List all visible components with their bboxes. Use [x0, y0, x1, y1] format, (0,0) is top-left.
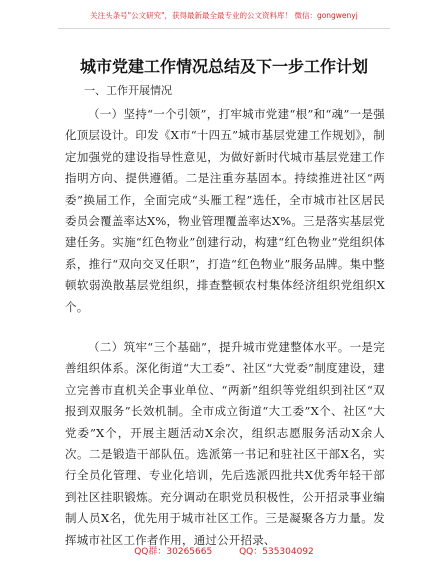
header-promo-note: 关注头条号"公文研究"，获得最新最全最专业的公文资料库！ 微信：gongwenyj [90, 11, 358, 20]
header-divider [58, 28, 390, 29]
footer-qq-group: QQ群：30265665 [134, 547, 213, 557]
paragraph-text: （二）筑牢“三个基础”，提升城市党建整体水平。一是完善组织体系。深化街道“大工委”、社区“大党委”制度建设，建立完善市直机关企事业单位、“两新”组织等党组织到社区“双报到双服务”长效机制。全市成立街道“大工委”X个、社区“大党委”X个，开展主题活动X余次，组织志愿服务活动X余人次。二是锻造干部队伍。选派第一书记和驻社区干部X名，实行全员化管理、专业化培训，先后选派四批共X优秀年轻干部到社区挂职锻炼。充分调动在职党员积极性，公开招录事业编制人员X名，优先用于城市社区工作。三是凝聚各方力量。发挥城市社区工作者作用，通过公开招录、 [65, 340, 385, 547]
paragraph-text: （一）坚持“一个引领”，打牢城市党建“根”和“魂”一是强化顶层设计。印发《X市“十四五”城市基层党建工作规划》，制定加强党的建设指导性意见，为做好新时代城市基层党建工作指明方向、提供遵循。二是注重夯基固本。持续推进社区“两委”换届工作，全面完成“头雁工程”选任，全市城市社区居民委员会覆盖率达X%，物业管理覆盖率达X%。三是落实基层党建任务。实施“红色物业”创建行动，构建“红色物业”党组织体系，推行“双向交叉任职”，打造“红色物业”服务品牌。集中整顿软弱涣散基层党组织，排查整顿农村集体经济组织党组织X个。 [65, 107, 385, 314]
section-heading: 一、工作开展情况 [84, 84, 172, 97]
footer-contact [0, 544, 448, 557]
body-paragraph-2 [65, 337, 385, 551]
document-title: 城市党建工作情况总结及下一步工作计划 [79, 57, 368, 76]
body-paragraph-1 [65, 104, 385, 318]
footer-qq: QQ：535304092 [239, 547, 314, 557]
